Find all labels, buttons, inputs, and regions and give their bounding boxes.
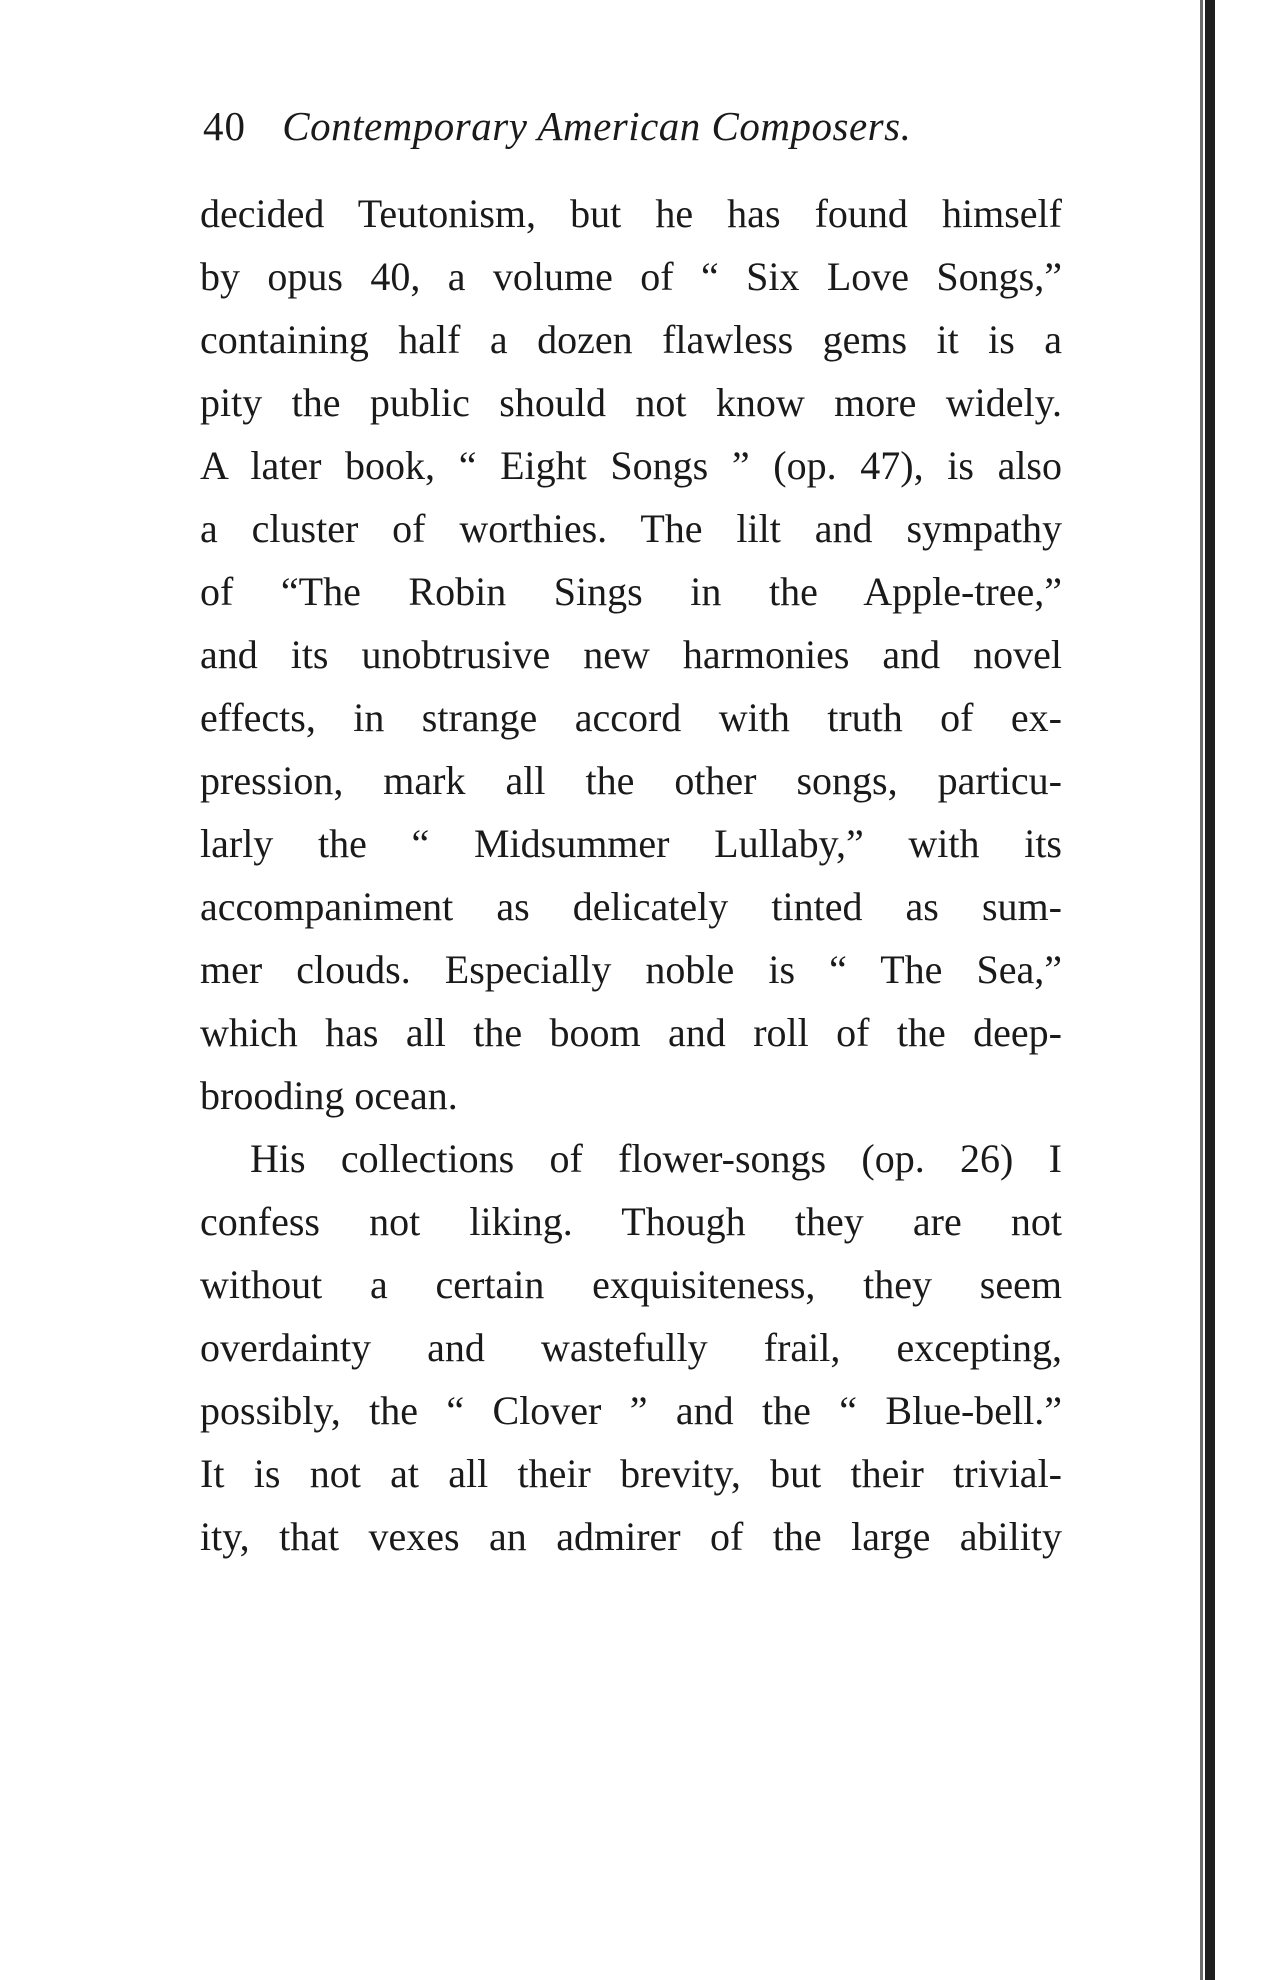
text-line: a cluster of worthies. The lilt and sympathy [200,506,1062,551]
text-line: of “The Robin Sings in the Apple-tree,” [200,569,1062,614]
text-line: without a certain exquisiteness, they seem [200,1262,1062,1307]
text-line: mer clouds. Especially noble is “ The Sea,” [200,947,1062,992]
text-line: larly the “ Midsummer Lullaby,” with its [200,821,1062,866]
text-line: containing half a dozen flawless gems it is a [200,317,1062,362]
text-line: His collections of flower-songs (op. 26) I [250,1136,1062,1181]
body-text [200,182,1062,1568]
running-header [203,96,1063,156]
text-line: possibly, the “ Clover ” and the “ Blue-bell.” [200,1388,1062,1433]
page-edge-shadow [1200,0,1203,1980]
binding-edge [1205,0,1215,1980]
text-line: A later book, “ Eight Songs ” (op. 47), is also [200,443,1062,488]
text-line: effects, in strange accord with truth of ex- [200,695,1062,740]
text-line: which has all the boom and roll of the deep- [200,1010,1062,1055]
text-line: confess not liking. Though they are not [200,1199,1062,1244]
text-line: decided Teutonism, but he has found himself [200,191,1062,236]
text-line: It is not at all their brevity, but their trivial- [200,1451,1062,1496]
running-title: Contemporary American Composers. [282,103,912,149]
text-line: accompaniment as delicately tinted as sum- [200,884,1062,929]
text-line: ity, that vexes an admirer of the large ability [200,1514,1062,1559]
text-line: by opus 40, a volume of “ Six Love Songs,” [200,254,1062,299]
text-line: brooding ocean. [200,1073,458,1118]
text-line: pity the public should not know more widely. [200,380,1062,425]
text-line: and its unobtrusive new harmonies and novel [200,632,1062,677]
text-line: overdainty and wastefully frail, excepting, [200,1325,1062,1370]
text-line: pression, mark all the other songs, particu- [200,758,1062,803]
page-number: 40 [203,103,246,149]
